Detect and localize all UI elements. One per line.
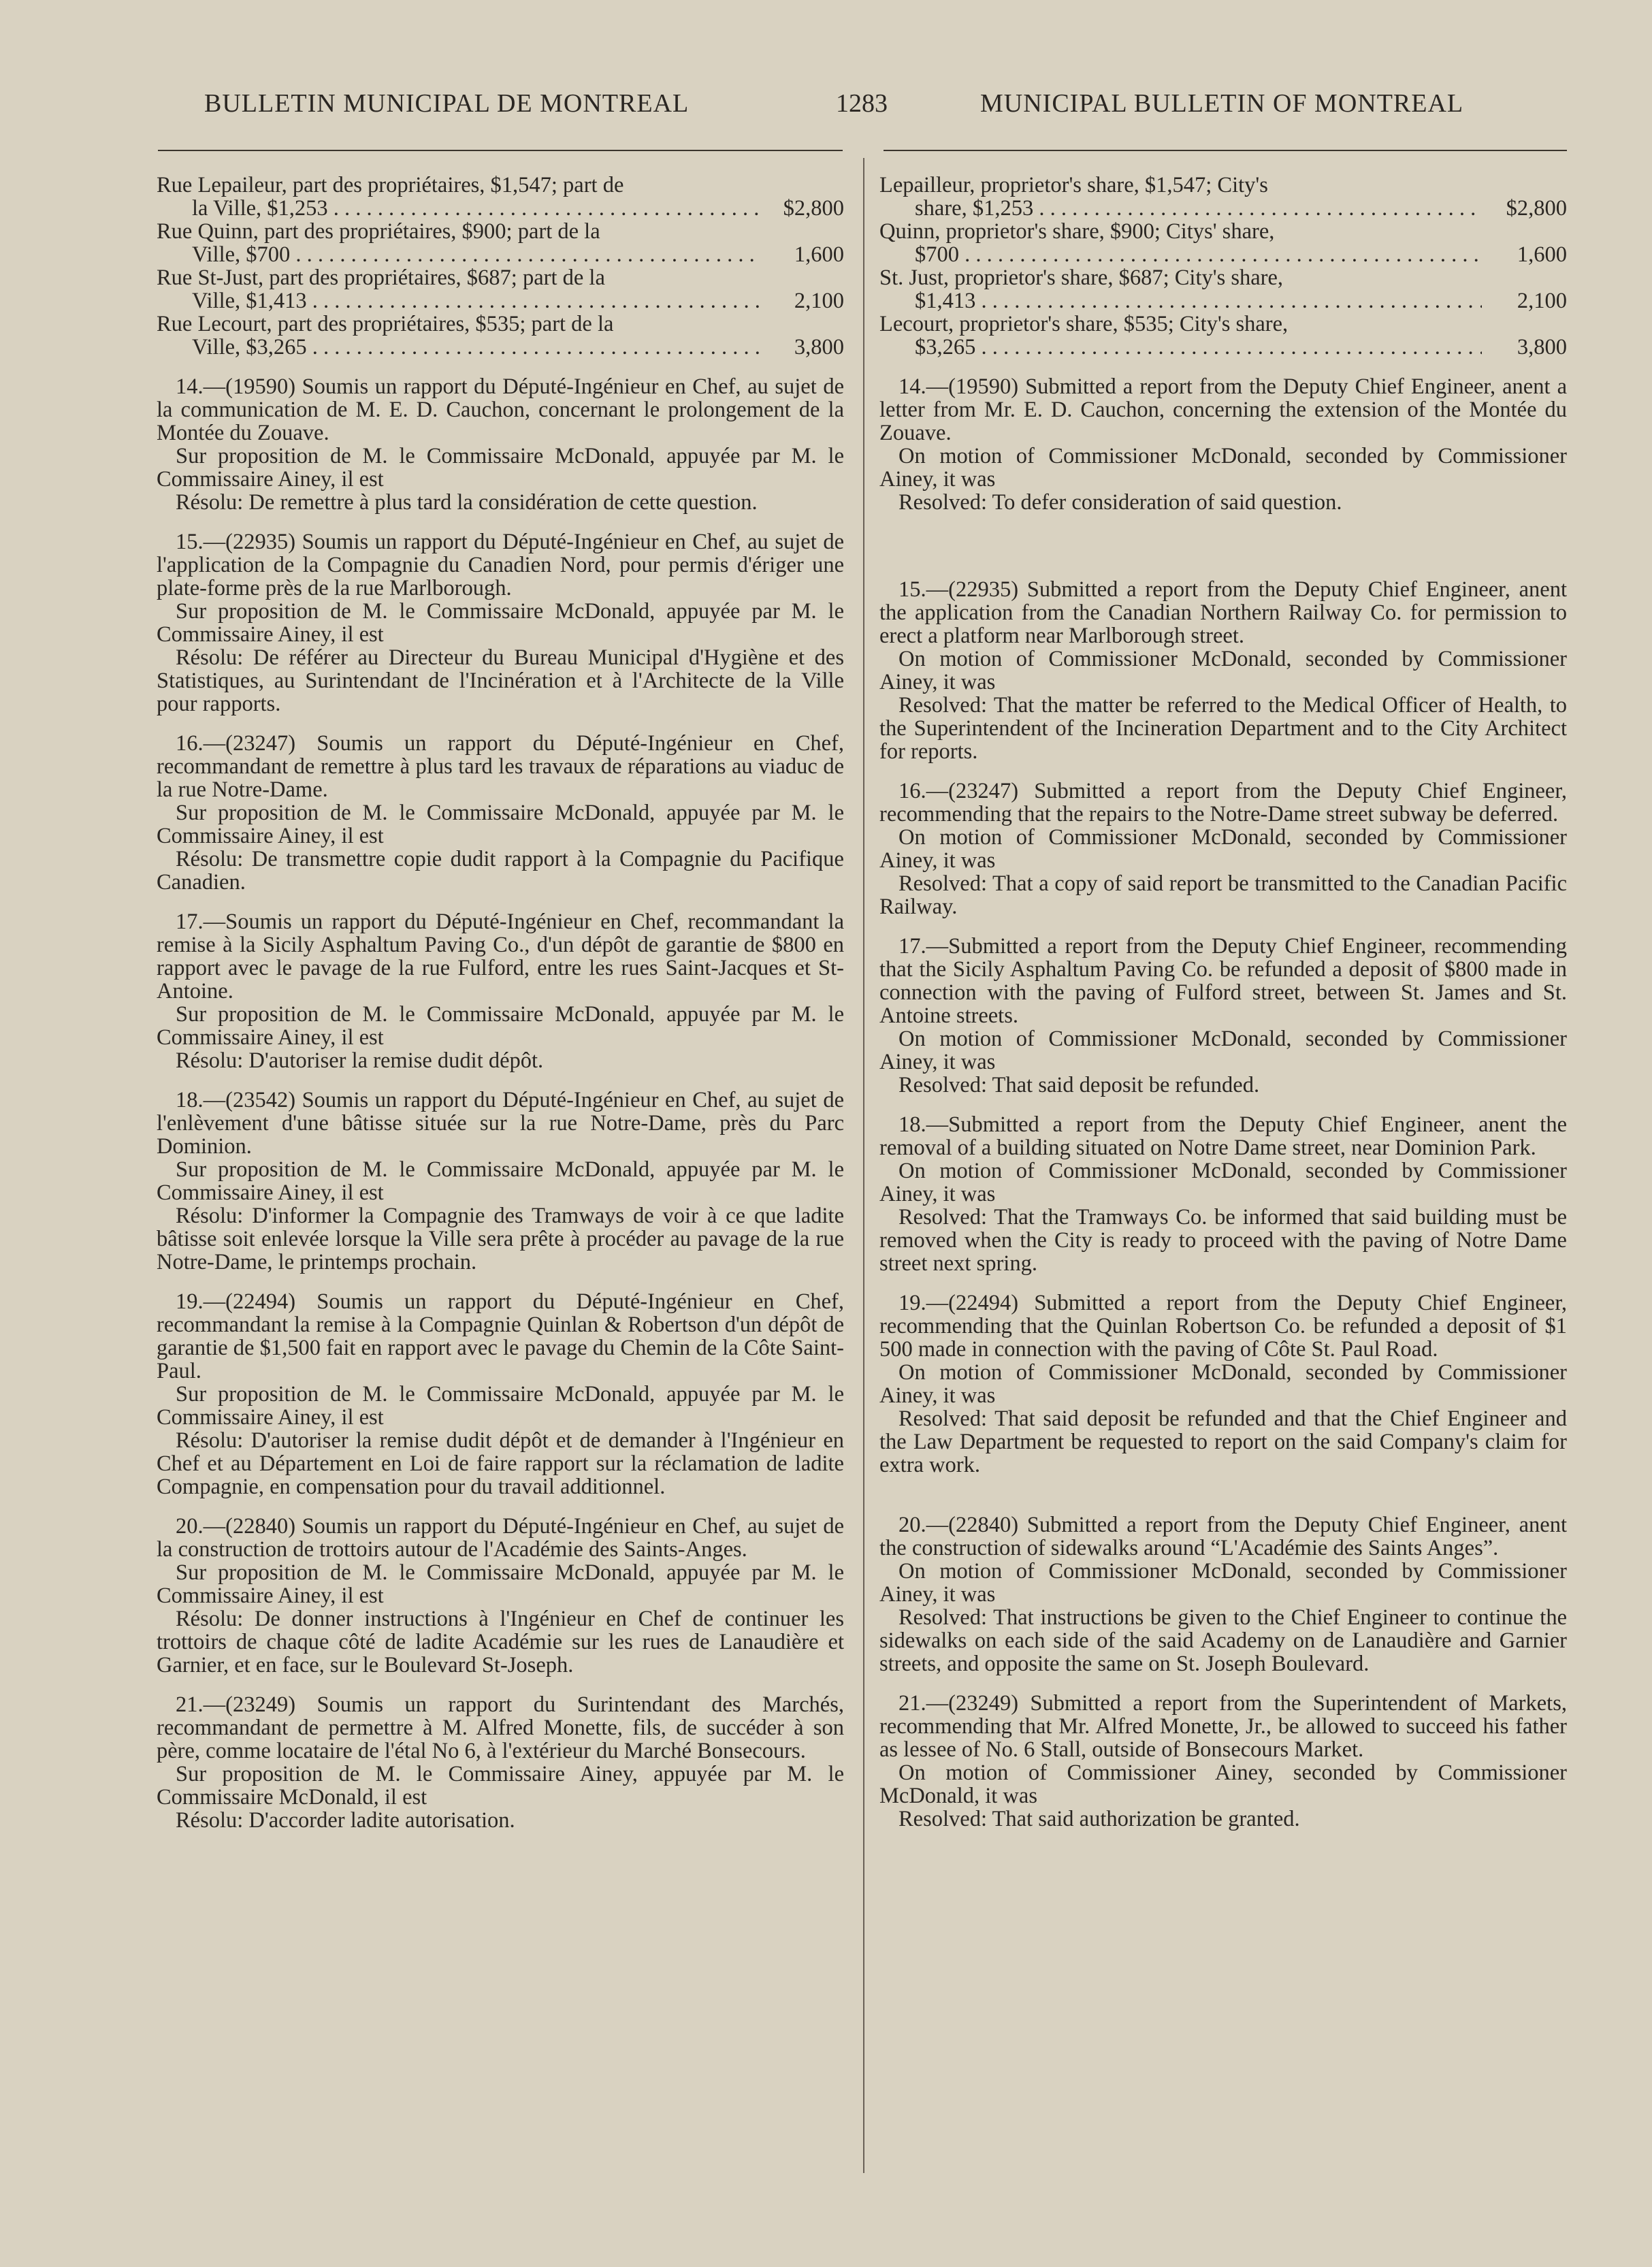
item-18 <box>157 1089 844 1274</box>
column-divider <box>863 158 864 2173</box>
item-19 <box>879 1291 1567 1477</box>
motion-text: On motion of Commissioner McDonald, seconded by Commissioner Ainey, it was <box>879 444 1567 492</box>
item-19 <box>157 1290 844 1498</box>
item-18 <box>879 1113 1567 1275</box>
resolution-text: Resolved: That said deposit be refunded. <box>898 1073 1260 1097</box>
list-item: Rue Lecourt, part des propriétaires, $535; part de la <box>157 312 614 336</box>
motion-text: Sur proposition de M. le Commissaire McDonald, appuyée par M. le Commissaire Ainey, il est <box>157 444 844 492</box>
list-item: Lecourt, proprietor's share, $535; City's share, <box>879 312 1289 336</box>
list-item: Rue Lepaileur, part des propriétaires, $1,547; part de <box>157 173 624 197</box>
motion-text: Sur proposition de M. le Commissaire McDonald, appuyée par M. le Commissaire Ainey, il est <box>157 599 844 647</box>
report-text: 15.—(22935) Soumis un rapport du Député-Ingénieur en Chef, au sujet de l'application de la Compagnie du Canadien Nord, pour permis d'ériger une plate-forme près de la rue Marlborough. <box>157 530 844 600</box>
list-item-line: Ville, $1,413 . . . 2,100 <box>157 289 844 312</box>
list-item-line: la Ville, $1,253 . . . $2,800 <box>157 197 844 220</box>
list-item: Lepailleur, proprietor's share, $1,547; City's <box>879 173 1268 197</box>
page-number: 1283 <box>836 89 888 118</box>
street-list <box>879 174 1567 359</box>
header-title-french: BULLETIN MUNICIPAL DE MONTREAL <box>204 89 690 118</box>
report-text: 19.—(22494) Soumis un rapport du Député-Ingénieur en Chef, recommandant la remise à la Compagnie Quinlan & Robertson d'un dépôt de garantie de $1,500 fait en rapport avec le pavage du Chemin de la Côte Saint-Paul. <box>157 1289 844 1383</box>
resolution-text: Resolved: That said authorization be granted. <box>898 1807 1300 1831</box>
item-16 <box>879 779 1567 918</box>
report-text: 16.—(23247) Soumis un rapport du Député-Ingénieur en Chef, recommandant de remettre à plus tard les travaux de réparations au viaduc de la rue Notre-Dame. <box>157 731 844 802</box>
report-text: 20.—(22840) Soumis un rapport du Député-Ingénieur en Chef, au sujet de la construction de trottoirs autour de l'Académie des Saints-Anges. <box>157 1514 844 1562</box>
list-item: Rue St-Just, part des propriétaires, $687; part de la <box>157 266 605 290</box>
header-title-english: MUNICIPAL BULLETIN OF MONTREAL <box>980 89 1464 118</box>
resolution-text: Résolu: De transmettre copie dudit rapport à la Compagnie du Pacifique Canadien. <box>157 847 844 895</box>
item-20 <box>157 1515 844 1677</box>
spacer <box>879 1493 1567 1513</box>
resolution-text: Resolved: To defer consideration of said question. <box>898 490 1342 515</box>
motion-text: Sur proposition de M. le Commissaire McDonald, appuyée par M. le Commissaire Ainey, il est <box>157 1382 844 1430</box>
resolution-text: Resolved: That the matter be referred to the Medical Officer of Health, to the Superintendent of the Incineration Department and to the City Architect for reports. <box>879 693 1567 764</box>
report-text: 17.—Soumis un rapport du Député-Ingénieur en Chef, recommandant la remise à la Sicily Asphaltum Paving Co., d'un dépôt de garantie de $800 en rapport avec le pavage de la rue Fulford, entre les rues Saint-Jacques et St-Antoine. <box>157 910 844 1003</box>
list-item-line: $1,413 . . . 2,100 <box>879 289 1567 312</box>
list-item: Quinn, proprietor's share, $900; Citys' share, <box>879 219 1275 244</box>
page-header <box>0 89 1652 136</box>
resolution-text: Resolved: That said deposit be refunded and that the Chief Engineer and the Law Department be requested to report on the said Company's claim for extra work. <box>879 1406 1567 1477</box>
list-item-line: share, $1,253 . . . $2,800 <box>879 197 1567 220</box>
list-item-line: $700 . . . 1,600 <box>879 243 1567 266</box>
resolution-text: Résolu: De donner instructions à l'Ingénieur en Chef de continuer les trottoirs de chaque côté de ladite Académie sur les rues de Lanaudière et Garnier, et en face, sur le Boulevard St-Joseph. <box>157 1607 844 1677</box>
report-text: 19.—(22494) Submitted a report from the Deputy Chief Engineer, recommending that the Quinlan Robertson Co. be refunded a deposit of $1 500 made in connection with the paving of Côte St. Paul Road. <box>879 1291 1567 1362</box>
list-item-line: Ville, $700 . . . 1,600 <box>157 243 844 266</box>
report-text: 14.—(19590) Soumis un rapport du Député-Ingénieur en Chef, au sujet de la communication de M. E. D. Cauchon, concernant le prolongement de la Montée du Zouave. <box>157 374 844 445</box>
list-item-line: Ville, $3,265 . . . 3,800 <box>157 336 844 359</box>
report-text: 14.—(19590) Submitted a report from the Deputy Chief Engineer, anent a letter from Mr. E. D. Cauchon, concerning the extension of the Montée du Zouave. <box>879 374 1567 445</box>
report-text: 20.—(22840) Submitted a report from the Deputy Chief Engineer, anent the construction of sidewalks around “L'Académie des Saints Anges”. <box>879 1513 1567 1560</box>
resolution-text: Resolved: That instructions be given to the Chief Engineer to continue the sidewalks on each side of the said Academy on de Lanaudière and Garnier streets, and opposite the same on St. Joseph Boulevard. <box>879 1605 1567 1676</box>
motion-text: Sur proposition de M. le Commissaire McDonald, appuyée par M. le Commissaire Ainey, il est <box>157 1002 844 1050</box>
motion-text: On motion of Commissioner McDonald, seconded by Commissioner Ainey, it was <box>879 1027 1567 1074</box>
item-14 <box>879 375 1567 514</box>
item-15 <box>879 578 1567 763</box>
report-text: 16.—(23247) Submitted a report from the Deputy Chief Engineer, recommending that the repairs to the Notre-Dame street subway be deferred. <box>879 779 1567 826</box>
motion-text: Sur proposition de M. le Commissaire McDonald, appuyée par M. le Commissaire Ainey, il est <box>157 1157 844 1205</box>
resolution-text: Resolved: That a copy of said report be transmitted to the Canadian Pacific Railway. <box>879 871 1567 919</box>
street-list <box>157 174 844 359</box>
french-column <box>157 174 844 1848</box>
item-16 <box>157 732 844 894</box>
motion-text: On motion of Commissioner McDonald, seconded by Commissioner Ainey, it was <box>879 1360 1567 1408</box>
resolution-text: Résolu: D'autoriser la remise dudit dépôt. <box>176 1048 544 1073</box>
item-21 <box>157 1693 844 1832</box>
motion-text: On motion of Commissioner McDonald, seconded by Commissioner Ainey, it was <box>879 1559 1567 1607</box>
item-17 <box>879 935 1567 1097</box>
report-text: 17.—Submitted a report from the Deputy Chief Engineer, recommending that the Sicily Asphaltum Paving Co. be refunded a deposit of $800 made in connection with the paving of Fulford street, between St. James and St. Antoine streets. <box>879 934 1567 1028</box>
motion-text: Sur proposition de M. le Commissaire Ainey, appuyée par M. le Commissaire McDonald, il est <box>157 1762 844 1810</box>
list-item: Rue Quinn, part des propriétaires, $900; part de la <box>157 219 600 244</box>
motion-text: On motion of Commissioner Ainey, seconded by Commissioner McDonald, it was <box>879 1760 1567 1808</box>
header-rule-right <box>884 150 1567 151</box>
resolution-text: Résolu: De remettre à plus tard la considération de cette question. <box>176 490 758 515</box>
header-rule-left <box>158 150 843 151</box>
report-text: 21.—(23249) Submitted a report from the Superintendent of Markets, recommending that Mr. Alfred Monette, Jr., be allowed to succeed his father as lessee of No. 6 Stall, outside of Bonsecours Market. <box>879 1691 1567 1762</box>
motion-text: Sur proposition de M. le Commissaire McDonald, appuyée par M. le Commissaire Ainey, il est <box>157 801 844 848</box>
resolution-text: Résolu: De référer au Directeur du Bureau Municipal d'Hygiène et des Statistiques, au Surintendant de l'Incinération et à l'Architecte de la Ville pour rapports. <box>157 645 844 716</box>
list-item: St. Just, proprietor's share, $687; City's share, <box>879 266 1284 290</box>
resolution-text: Résolu: D'autoriser la remise dudit dépôt et de demander à l'Ingénieur en Chef et au Département en Loi de faire rapport sur la réclamation de ladite Compagnie, en compensation pour du travail additionnel. <box>157 1428 844 1499</box>
resolution-text: Résolu: D'informer la Compagnie des Tramways de voir à ce que ladite bâtisse soit enlevée lorsque la Ville sera prête à procéder au pavage de la rue Notre-Dame, le printemps prochain. <box>157 1204 844 1274</box>
english-column <box>879 174 1567 1847</box>
motion-text: Sur proposition de M. le Commissaire McDonald, appuyée par M. le Commissaire Ainey, il est <box>157 1560 844 1608</box>
report-text: 15.—(22935) Submitted a report from the Deputy Chief Engineer, anent the application from the Canadian Northern Railway Co. for permission to erect a platform near Marlborough street. <box>879 577 1567 648</box>
motion-text: On motion of Commissioner McDonald, seconded by Commissioner Ainey, it was <box>879 647 1567 694</box>
list-item-line: $3,265 . . . 3,800 <box>879 336 1567 359</box>
motion-text: On motion of Commissioner McDonald, seconded by Commissioner Ainey, it was <box>879 825 1567 873</box>
report-text: 18.—Submitted a report from the Deputy Chief Engineer, anent the removal of a building situated on Notre Dame street, near Dominion Park. <box>879 1112 1567 1160</box>
spacer <box>879 530 1567 578</box>
motion-text: On motion of Commissioner McDonald, seconded by Commissioner Ainey, it was <box>879 1159 1567 1206</box>
item-17 <box>157 910 844 1072</box>
item-15 <box>157 530 844 716</box>
resolution-text: Resolved: That the Tramways Co. be informed that said building must be removed when the City is ready to proceed with the paving of Notre Dame street next spring. <box>879 1205 1567 1276</box>
report-text: 18.—(23542) Soumis un rapport du Député-Ingénieur en Chef, au sujet de l'enlèvement d'une bâtisse située sur la rue Notre-Dame, près du Parc Dominion. <box>157 1088 844 1159</box>
report-text: 21.—(23249) Soumis un rapport du Surintendant des Marchés, recommandant de permettre à M. Alfred Monette, fils, de succéder à son père, comme locataire de l'étal No 6, à l'extérieur du Marché Bonsecours. <box>157 1692 844 1763</box>
item-14 <box>157 375 844 514</box>
item-20 <box>879 1513 1567 1675</box>
resolution-text: Résolu: D'accorder ladite autorisation. <box>176 1808 515 1833</box>
item-21 <box>879 1692 1567 1831</box>
